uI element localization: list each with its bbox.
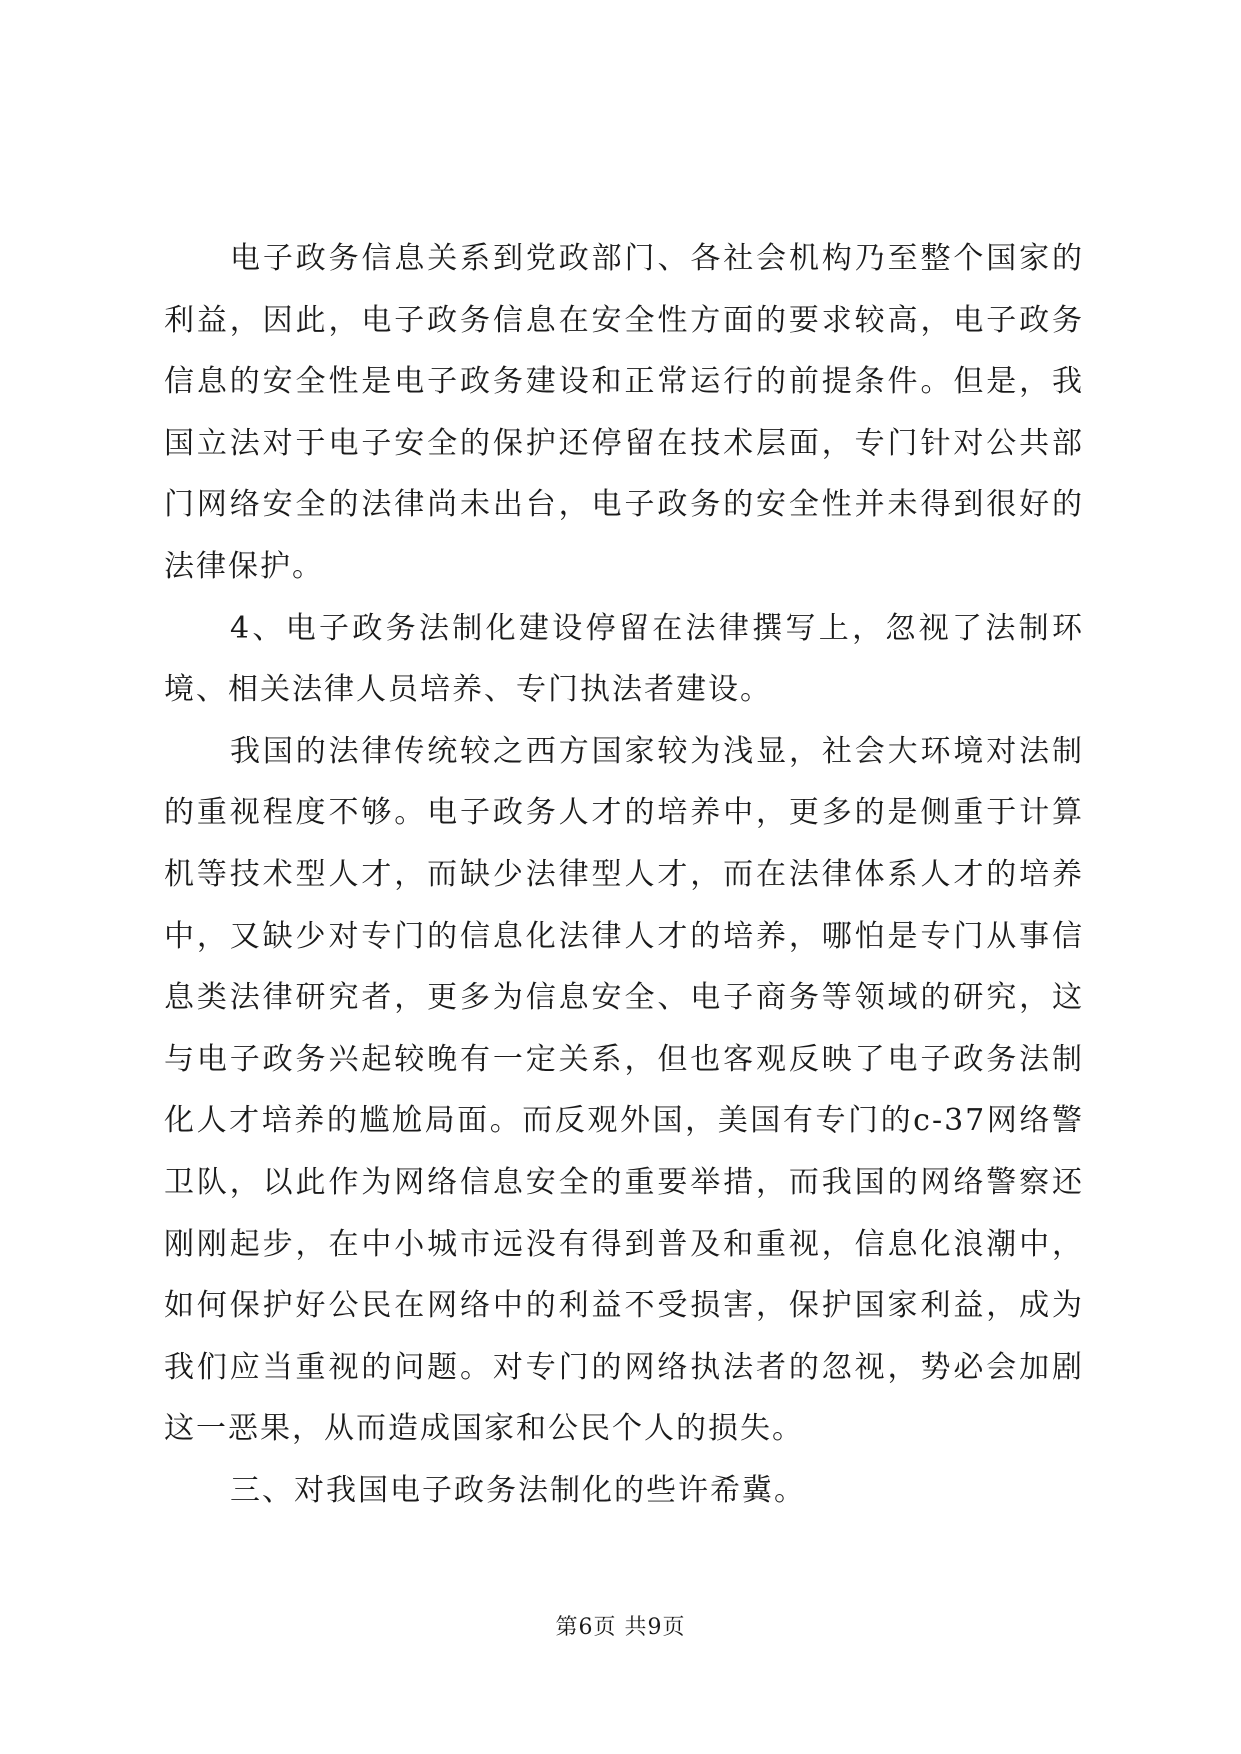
- paragraph-legal-talent: 我国的法律传统较之西方国家较为浅显，社会大环境对法制的重视程度不够。电子政务人才的培养中，更多的是侧重于计算机等技术型人才，而缺少法律型人才，而在法律体系人才的培养中，又缺少对专门的信息化法律人才的培养，哪怕是专门从事信息类法律研究者，更多为信息安全、电子商务等领域的研究，这与电子政务兴起较晚有一定关系，但也客观反映了电子政务法制化人才培养的尴尬局面。而反观外国，美国有专门的c-37网络警卫队，以此作为网络信息安全的重要举措，而我国的网络警察还刚刚起步，在中小城市远没有得到普及和重视，信息化浪潮中，如何保护好公民在网络中的利益不受损害，保护国家利益，成为我们应当重视的问题。对专门的网络执法者的忽视，势必会加剧这一恶果，从而造成国家和公民个人的损失。: [164, 733, 1084, 1447]
- page-number-footer: 第6页 共9页: [555, 1615, 686, 1640]
- paragraph-heading-4: 4、电子政务法制化建设停留在法律撰写上，忽视了法制环境、相关法律人员培养、专门执法者建设。: [164, 610, 1084, 708]
- section-heading-3: 三、对我国电子政务法制化的些许希冀。: [230, 1472, 806, 1508]
- paragraph-security: 电子政务信息关系到党政部门、各社会机构乃至整个国家的利益，因此，电子政务信息在安全性方面的要求较高，电子政务信息的安全性是电子政务建设和正常运行的前提条件。但是，我国立法对于电子安全的保护还停留在技术层面，专门针对公共部门网络安全的法律尚未出台，电子政务的安全性并未得到很好的法律保护。: [164, 241, 1084, 584]
- document-body: [164, 228, 1084, 1521]
